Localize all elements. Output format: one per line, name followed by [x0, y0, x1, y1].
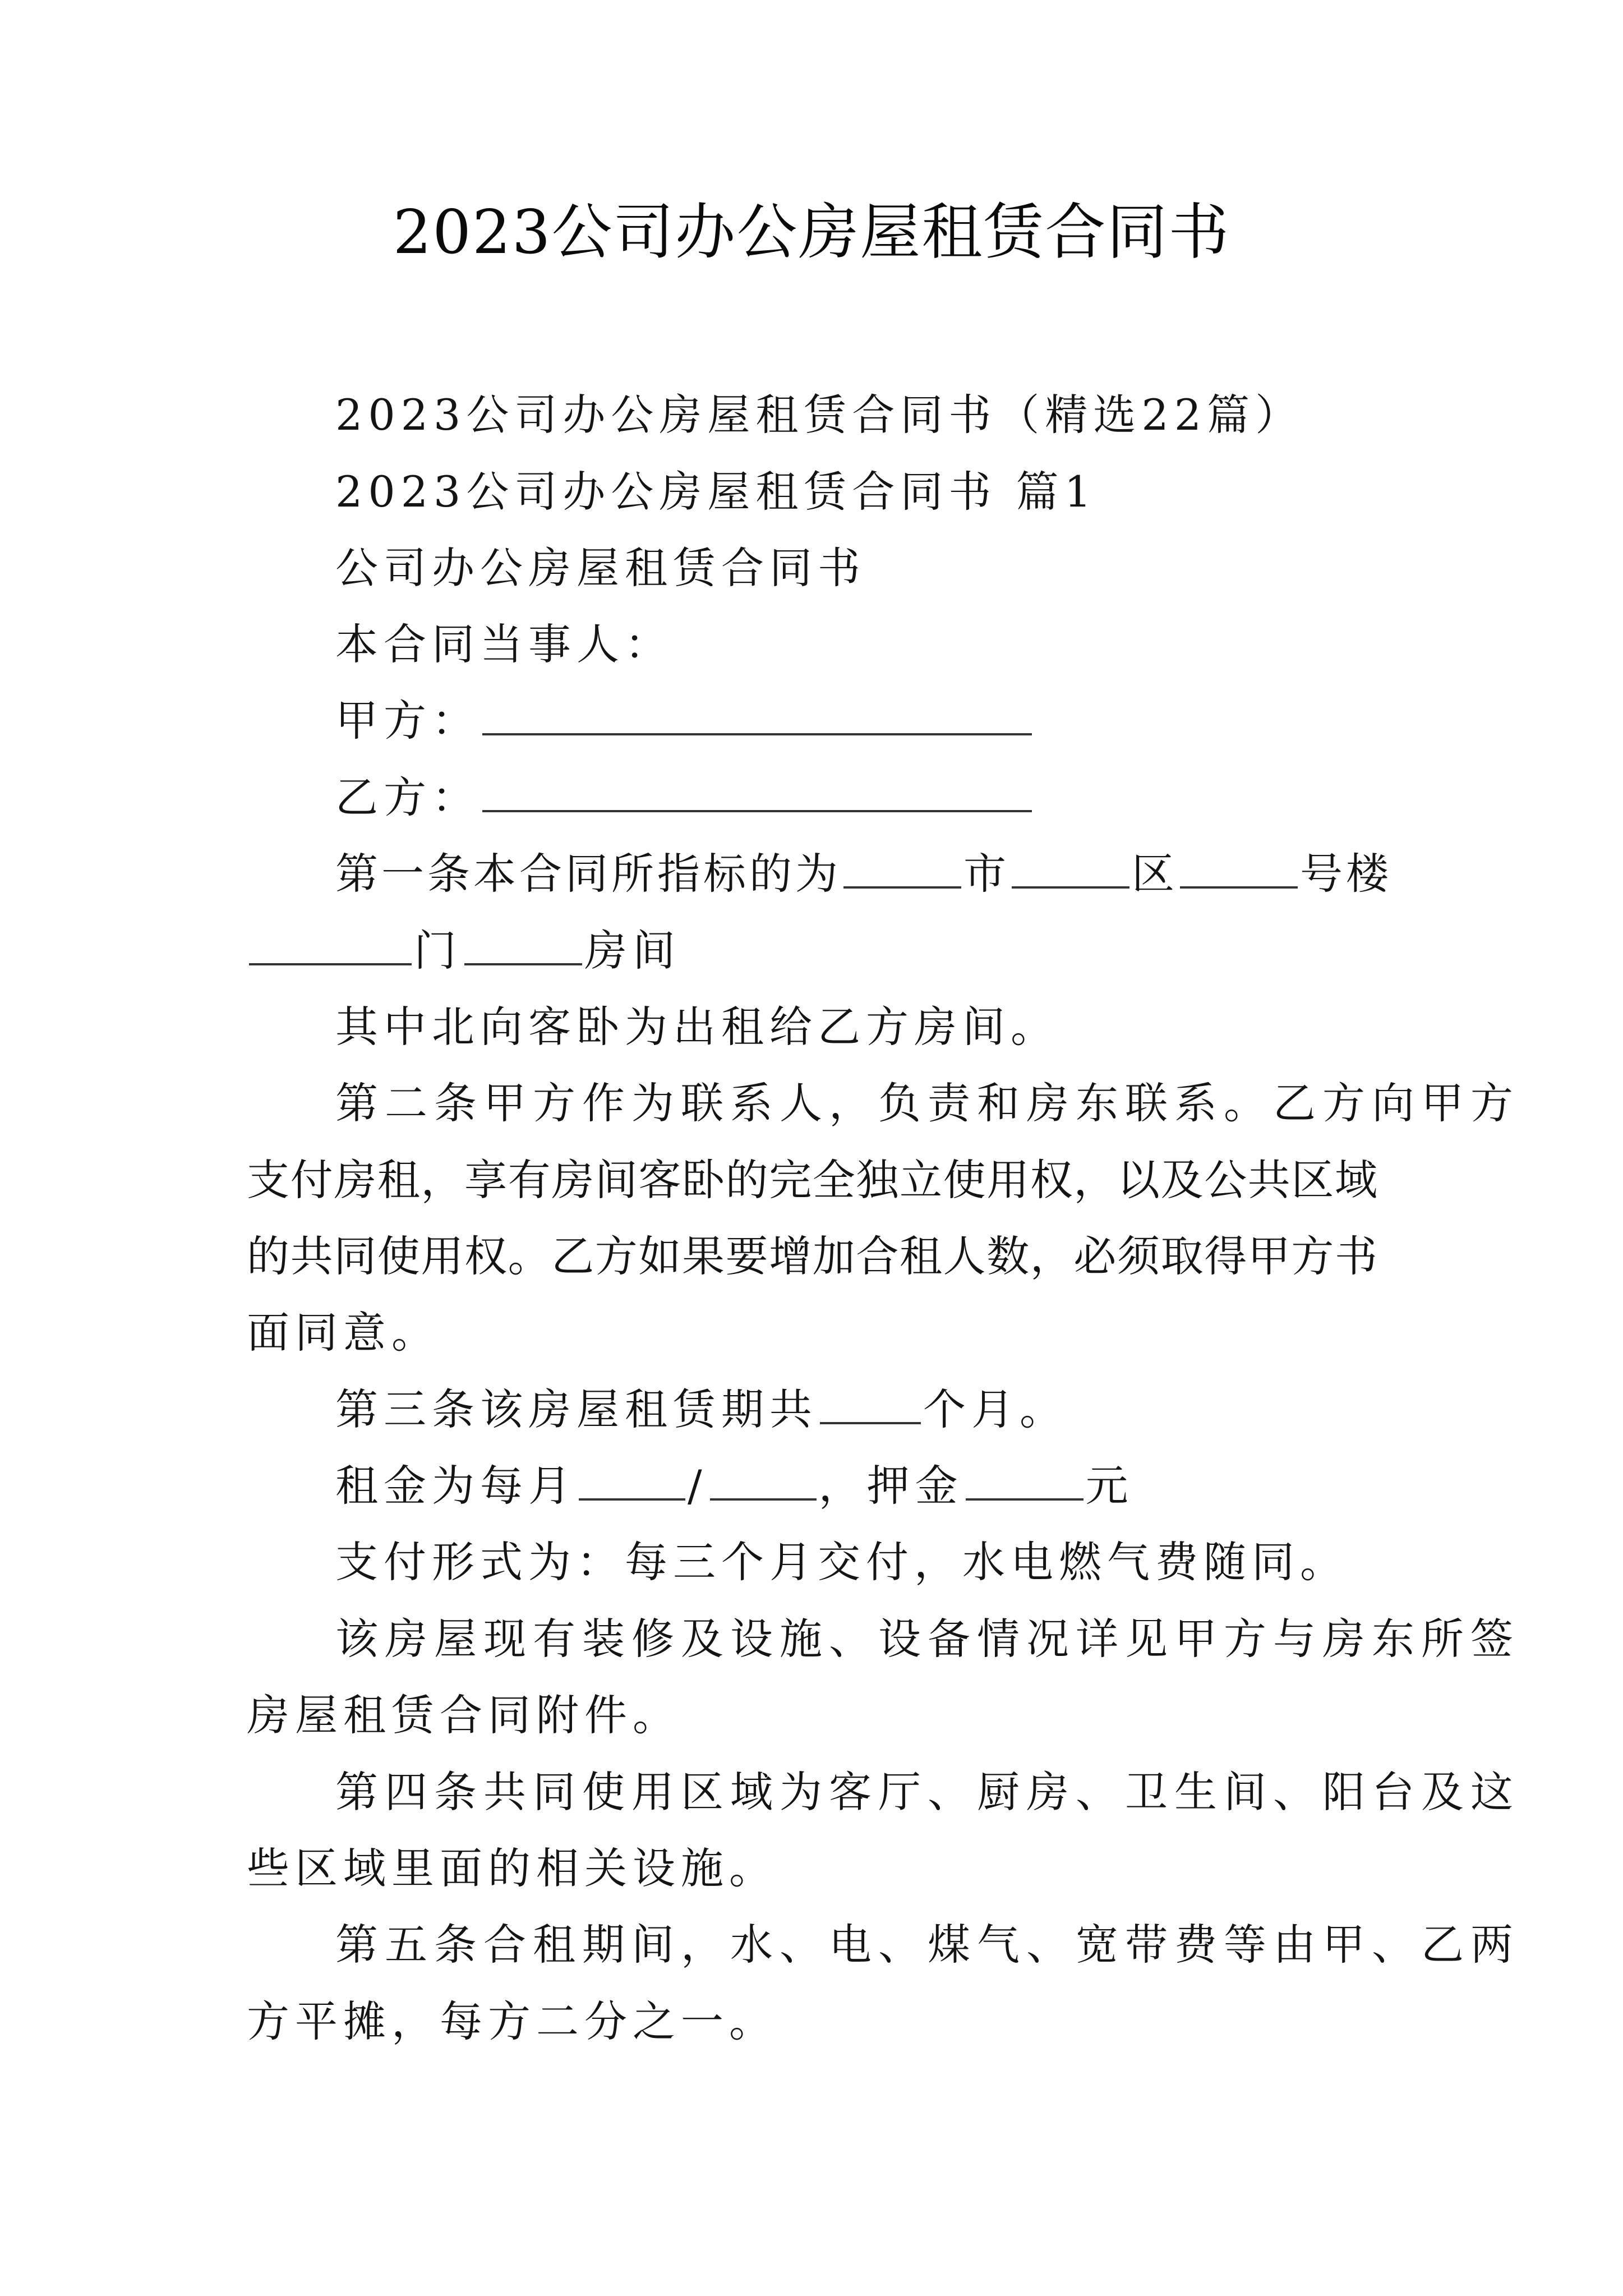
party-b-blank	[482, 774, 1032, 812]
article-1-text: 第一条本合同所指标的为	[335, 849, 841, 899]
party-a-blank	[482, 697, 1032, 735]
article-1-line-1	[335, 843, 1392, 905]
room-blank	[464, 927, 582, 965]
article-3-line	[335, 1379, 1068, 1441]
contract-name: 公司办公房屋租赁合同书	[335, 543, 866, 593]
document-title: 2023公司办公房屋租赁合同书	[393, 197, 1230, 268]
article-5-line-2: 方平摊，每方二分之一。	[247, 1996, 777, 2046]
article-4-line-2: 些区域里面的相关设施。	[247, 1843, 777, 1893]
deposit-blank	[966, 1462, 1083, 1501]
article-4-line-1: 第四条共同使用区域为客厅、厨房、卫生间、阳台及这	[335, 1767, 1520, 1817]
rent-line	[335, 1455, 1134, 1517]
decoration-line-1: 该房屋现有装修及设施、设备情况详见甲方与房东所签	[335, 1614, 1520, 1664]
rent-label: 租金为每月	[335, 1461, 577, 1511]
yuan-label: 元	[1085, 1461, 1134, 1511]
rent-blank-2	[710, 1462, 817, 1501]
article-1-line-2	[247, 920, 681, 982]
months-label: 个月。	[923, 1384, 1068, 1434]
building-label: 号楼	[1300, 849, 1392, 899]
rent-slash: /	[688, 1461, 708, 1511]
section-heading: 2023公司办公房屋租赁合同书 篇1	[335, 467, 1097, 517]
room-label: 房间	[584, 926, 681, 976]
district-blank	[1012, 850, 1129, 889]
article-2-line-2: 支付房租，享有房间客卧的完全独立使用权，以及公共区域	[247, 1155, 1377, 1205]
article-5-line-1: 第五条合租期间，水、电、煤气、宽带费等由甲、乙两	[335, 1920, 1520, 1970]
months-blank	[820, 1386, 921, 1424]
city-blank	[843, 850, 961, 889]
article-2-line-3: 的共同使用权。乙方如果要增加合租人数，必须取得甲方书	[247, 1231, 1377, 1281]
subtitle-line: 2023公司办公房屋租赁合同书（精选22篇）	[335, 390, 1304, 440]
rent-blank-1	[579, 1462, 685, 1501]
unit-blank	[249, 927, 412, 965]
deposit-label: ，押金	[818, 1461, 963, 1511]
party-b-line	[335, 767, 1034, 829]
decoration-line-2: 房屋租赁合同附件。	[247, 1690, 681, 1740]
parties-heading: 本合同当事人：	[335, 619, 673, 669]
north-room-line: 其中北向客卧为出租给乙方房间。	[335, 1002, 1059, 1052]
door-label: 门	[414, 926, 462, 976]
building-blank	[1180, 850, 1298, 889]
district-label: 区	[1132, 849, 1178, 899]
party-a-line	[335, 690, 1034, 752]
article-3-text: 第三条该房屋租赁期共	[335, 1384, 818, 1434]
article-2-line-4: 面同意。	[247, 1308, 440, 1358]
city-label: 市	[963, 849, 1009, 899]
article-2-line-1: 第二条甲方作为联系人，负责和房东联系。乙方向甲方	[335, 1078, 1520, 1128]
party-a-label: 甲方：	[335, 696, 480, 746]
party-b-label: 乙方：	[335, 772, 480, 822]
payment-line: 支付形式为：每三个月交付，水电燃气费随同。	[335, 1537, 1348, 1587]
